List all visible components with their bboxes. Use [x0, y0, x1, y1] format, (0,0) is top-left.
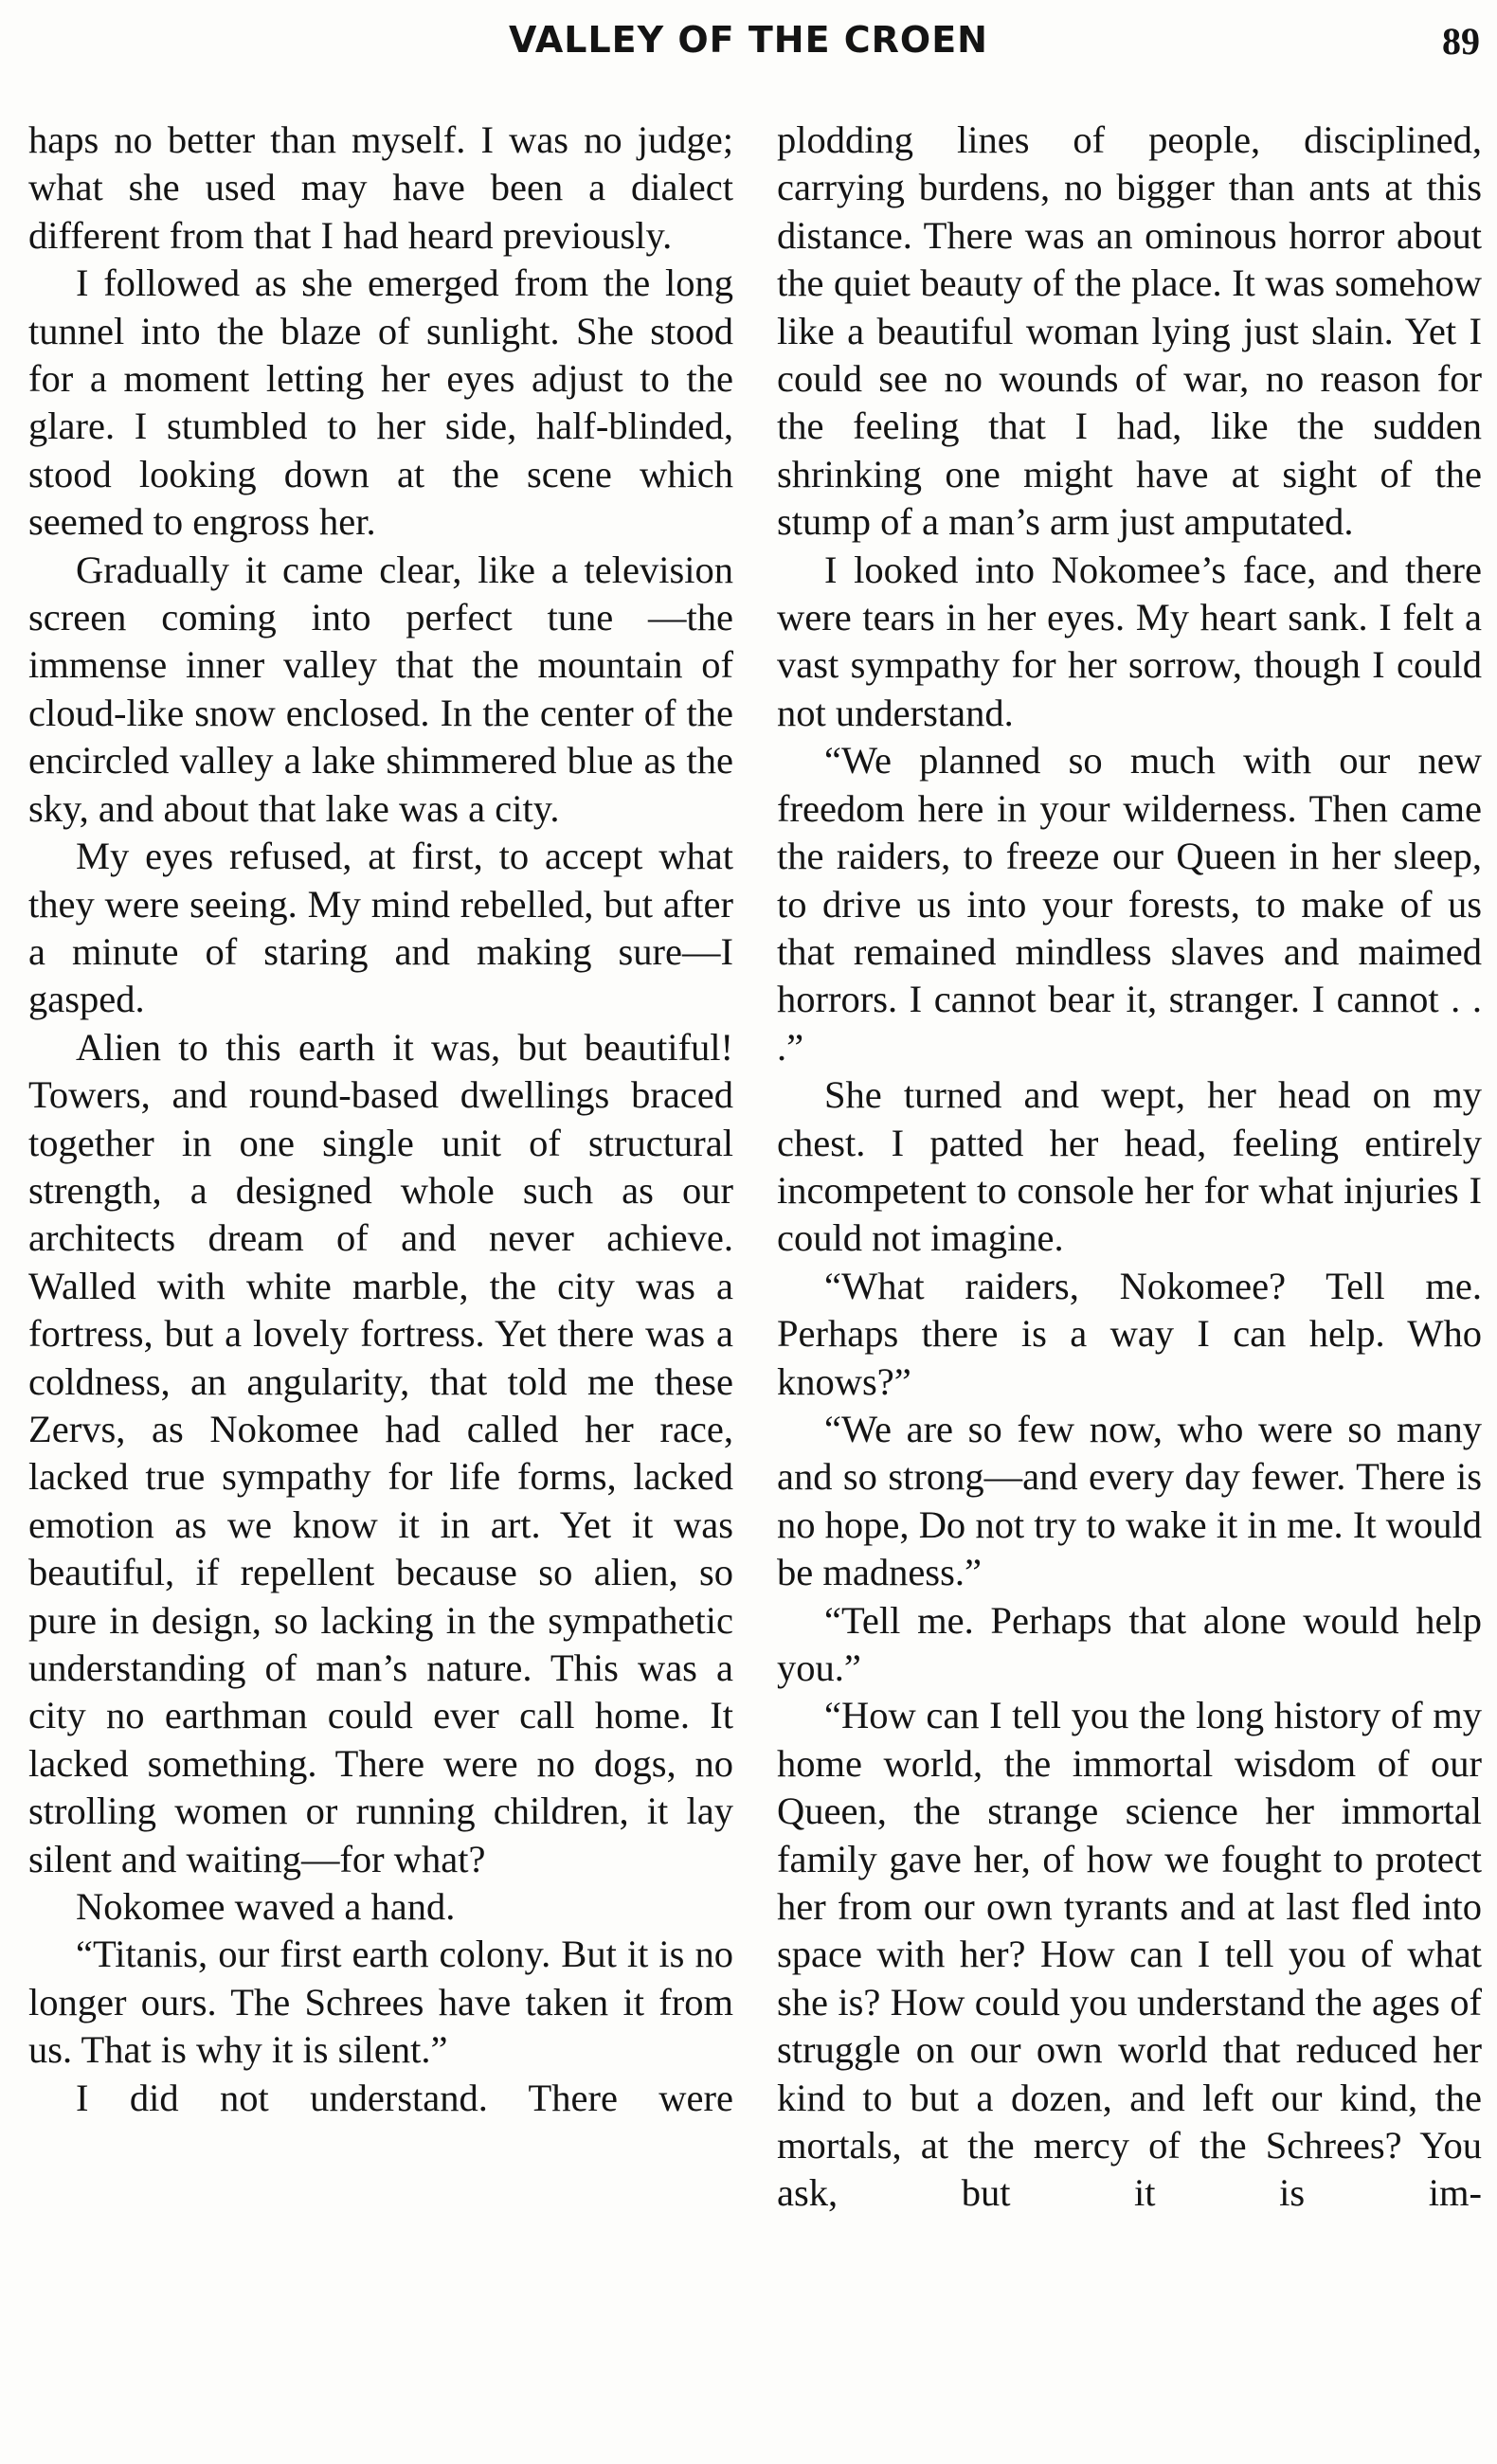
running-head [0, 13, 1497, 70]
paragraph: I followed as she emerged from the long tunnel into the blaze of sunlight. She stood for a moment letting her eyes adjust to the glare. I stumbled to her side, half-blinded, stood looking down at the scene which seemed to engross her. [28, 261, 733, 544]
book-title: VALLEY OF THE CROEN [509, 19, 988, 61]
paragraph: “We are so few now, who were so many and so strong—and every day fewer. There is no hope, Do not try to wake it in me. It would be madness.” [777, 1407, 1482, 1594]
paragraph: plodding lines of people, disciplined, carrying burdens, no bigger than ants at this distance. There was an ominous horror about the quiet beauty of the place. It was somehow like a beautiful woman lying just slain. Yet I could see no wounds of war, no reason for the feeling that I had, like the sudden shrinking one might have at sight of the stump of a man’s arm just amputated. [777, 118, 1482, 544]
right-column [777, 117, 1482, 2218]
page-number: 89 [1442, 20, 1480, 63]
paragraph: “What raiders, Nokomee? Tell me. Perhaps there is a way I can help. Who knows?” [777, 1264, 1482, 1403]
paragraph: Alien to this earth it was, but beautiful! Towers, and round-based dwellings braced together in one single unit of structural strength, a designed whole such as our architects dream of and never achieve. Walled with white marble, the city was a fortress, but a lovely fortress. Yet there was a coldness, an angularity, that told me these Zervs, as Nokomee had called her race, lacked true sympathy for life forms, lacked emotion as we know it in art. Yet it was beautiful, if repellent because so alien, so pure in design, so lacking in the sympathetic understanding of man’s nature. This was a city no earthman could ever call home. It lacked something. There were no dogs, no strolling women or running children, it lay silent and waiting—for what? [28, 1025, 733, 1880]
left-column [28, 117, 733, 2122]
paragraph: She turned and wept, her head on my chest. I patted her head, feeling entirely incompetent to console her for what injuries I could not imagine. [777, 1073, 1482, 1260]
paragraph: I did not understand. There were [76, 2076, 733, 2119]
paragraph: My eyes refused, at first, to accept what they were seeing. My mind rebelled, but after a minute of staring and making sure—I gasped. [28, 835, 733, 1021]
paragraph: Nokomee waved a hand. [76, 1885, 456, 1929]
paragraph: “We planned so much with our new freedom here in your wilderness. Then came the raiders, to freeze our Queen in her sleep, to drive us into your forests, to make of us that remained mindless slaves and maimed horrors. I cannot bear it, stranger. I cannot . . .” [777, 739, 1482, 1069]
paragraph: I looked into Nokomee’s face, and there were tears in her eyes. My heart sank. I felt a vast sympathy for her sorrow, though I could not understand. [777, 548, 1482, 734]
paragraph: “Tell me. Perhaps that alone would help you.” [777, 1598, 1482, 1689]
paragraph: “Titanis, our first earth colony. But it is no longer ours. The Schrees have taken it from us. That is why it is silent.” [28, 1933, 733, 2072]
paragraph: haps no better than myself. I was no judge; what she used may have been a dialect different from that I had heard previously. [28, 118, 733, 257]
paragraph: “How can I tell you the long history of my home world, the immortal wisdom of our Queen, the strange science her immortal family gave her, of how we fought to protect her from our own tyrants and at last fled into space with her? How can I tell you of what she is? How could you understand the ages of struggle on our own world that reduced her kind to but a dozen, and left our kind, the mortals, at the mercy of the Schrees? You ask, but it is im- [777, 1694, 1482, 2215]
paragraph: Gradually it came clear, like a television screen coming into perfect tune —the immense inner valley that the mountain of cloud-like snow enclosed. In the center of the encircled valley a lake shimmered blue as the sky, and about that lake was a city. [28, 548, 733, 830]
